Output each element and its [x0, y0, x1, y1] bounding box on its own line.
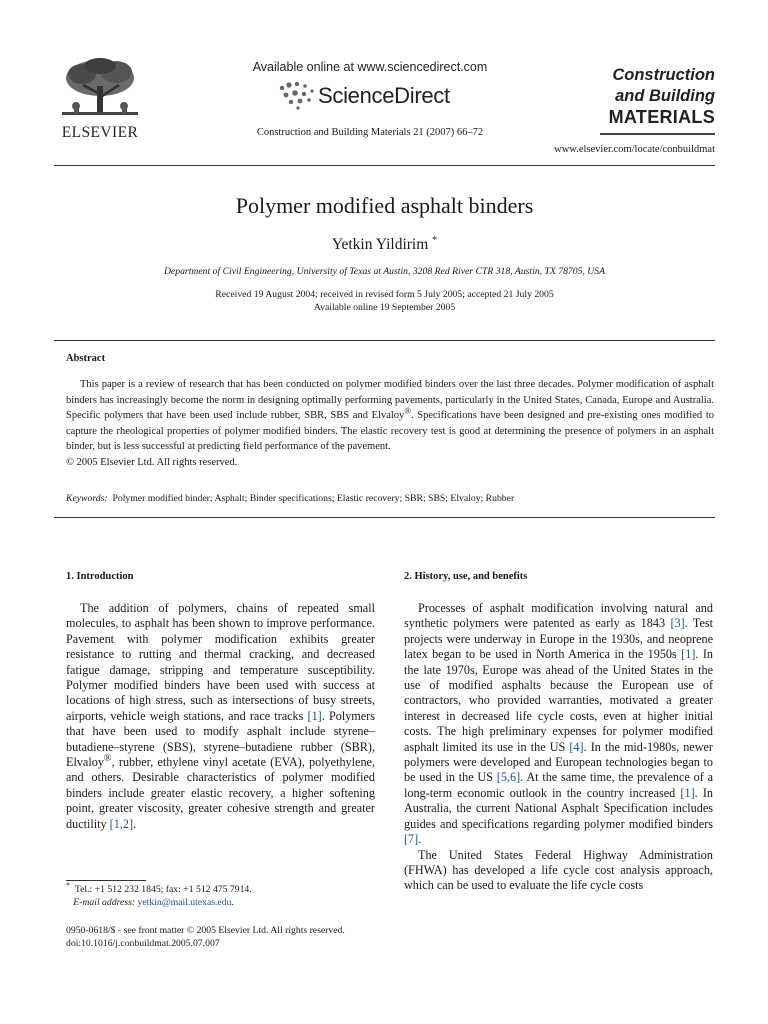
sciencedirect-logo[interactable] — [276, 80, 476, 114]
author-footnote — [66, 880, 375, 909]
author-footnote-mark[interactable]: * — [432, 234, 438, 246]
intro-paragraph: The addition of polymers, chains of repeated small molecules, to asphalt has been shown to improve performance. Pavement with polymer modification exhibits greater resistance to rutting and thermal cracking, and decreased fatigue damage, stripping and temperature susceptibility. Polymer modified binders have been used with success at locations of high stress, such as intersections of busy streets, airports, vehicle weigh stations, and race tracks [1]. Polymers that have been used to modify asphalt include styrene–butadiene–styrene (SBS), styrene–butadiene rubber (SBR), Elvaloy®, rubber, ethylene vinyl acetate (EVA), polyethylene, and others. Desirable characteristics of polymer modified binders include greater elastic recovery, a higher softening point, greater viscosity, greater cohesive strength and greater ductility [1,2]. — [66, 601, 375, 831]
abstract-copyright: © 2005 Elsevier Ltd. All rights reserved. — [66, 456, 238, 468]
abstract-bottom-rule — [54, 517, 715, 518]
citation-link[interactable]: [3] — [670, 616, 685, 631]
article-history — [54, 288, 715, 314]
author-line — [54, 236, 715, 254]
journal-url[interactable]: www.elsevier.com/locate/conbuildmat — [554, 144, 715, 155]
keywords-list: Polymer modified binder; Asphalt; Binder specifications; Elastic recovery; SBR; SBS; Elvaloy; Rubber — [112, 493, 515, 504]
section-2-body — [404, 601, 713, 894]
abstract-heading: Abstract — [66, 353, 106, 364]
keywords-label: Keywords: — [66, 493, 108, 504]
citation-link[interactable]: [1] — [307, 708, 322, 723]
journal-title-line3: MATERIALS — [608, 107, 715, 127]
header-divider — [54, 165, 715, 166]
journal-title-line2: and Building — [615, 87, 715, 105]
affiliation: Department of Civil Engineering, University of Texas at Austin, 3208 Red River CTR 318, Austin, TX 78705, USA — [163, 266, 606, 277]
footnote-rule — [66, 880, 146, 881]
journal-title-line1: Construction — [612, 66, 715, 84]
journal-title-logo — [600, 65, 715, 128]
keywords-line — [66, 493, 714, 504]
email-link[interactable]: yetkin@mail.utexas.edu — [137, 896, 232, 908]
paper-title: Polymer modified asphalt binders — [235, 193, 534, 218]
citation-link[interactable]: [1,2] — [109, 816, 134, 831]
citation-link[interactable]: [7] — [404, 832, 419, 847]
doi-line[interactable]: doi:10.1016/j.conbuildmat.2005.07.007 — [66, 938, 220, 949]
section-2-heading: 2. History, use, and benefits — [404, 571, 528, 582]
author-name[interactable]: Yetkin Yildirim — [331, 236, 429, 253]
section-1-body — [66, 601, 375, 832]
history-paragraph: Processes of asphalt modification involving natural and synthetic polymers were patented as early as 1843 [3]. Test projects were underway in Europe in the 1930s, and neoprene latex began to be used in North America in the 1950s [1]. In the late 1970s, Europe was ahead of the United States in the use of modified asphalts because the European use of contractors, who provided warranties, motivated a greater interest in decreased life cycle costs, even at higher initial costs. The high preliminary expenses for polymer modified asphalt limited its use in the US [4]. In the mid-1980s, newer polymers were developed and European technologies began to be used in the US [5,6]. At the same time, the prevalence of a long-term economic outlook in the country increased [1]. In Australia, the current National Asphalt Specification includes guides and specifications regarding polymer modified binders [7]. — [404, 601, 713, 847]
footnote-email: E-mail address: yetkin@mail.utexas.edu. — [73, 896, 234, 908]
available-online-text[interactable]: Available online at www.sciencedirect.com — [252, 60, 488, 74]
citation-link[interactable]: [1] — [680, 785, 695, 800]
received-dates: Received 19 August 2004; received in revised form 5 July 2005; accepted 21 July 2005 — [215, 289, 554, 300]
available-date: Available online 19 September 2005 — [313, 302, 456, 313]
journal-citation: Construction and Building Materials 21 (2007) 66–72 — [256, 127, 484, 138]
sciencedirect-dots-icon — [276, 80, 320, 112]
section-1-heading: 1. Introduction — [66, 571, 134, 582]
sciencedirect-wordmark: ScienceDirect — [318, 83, 450, 108]
issn-line: 0950-0618/$ - see front matter © 2005 Elsevier Ltd. All rights reserved. — [66, 925, 345, 936]
abstract-body — [66, 377, 714, 470]
citation-link[interactable]: [4] — [569, 739, 584, 754]
abstract-paragraph: This paper is a review of research that has been conducted on polymer modified binders over the last three decades. Polymer modification of asphalt binders has increasingly become the norm in designing optimally performing pavements, particularly in the United States, Canada, Europe and Australia. Specific polymers that have been used include rubber, SBR, SBS and Elvaloy®. Specifications have been designed and pre-existing ones modified to capture the rheological properties of polymer modified binders. The elastic recovery test is good at determining the presence of polymers in an asphalt binder, but is less successful at predicting field performance of the pavement. — [66, 379, 714, 452]
citation-link[interactable]: [1] — [681, 647, 696, 662]
abstract-top-rule — [54, 340, 715, 341]
citation-link[interactable]: [5,6] — [496, 770, 521, 785]
publisher-name: ELSEVIER — [61, 124, 139, 141]
issn-doi — [66, 924, 406, 950]
footnote-contact: * Tel.: +1 512 232 1845; fax: +1 512 475 7914. — [66, 880, 252, 895]
journal-logo-rule — [600, 133, 715, 135]
fhwa-paragraph: The United States Federal Highway Administration (FHWA) has developed a life cycle cost analysis approach, which can be used to evaluate the life cycle costs — [404, 847, 713, 893]
